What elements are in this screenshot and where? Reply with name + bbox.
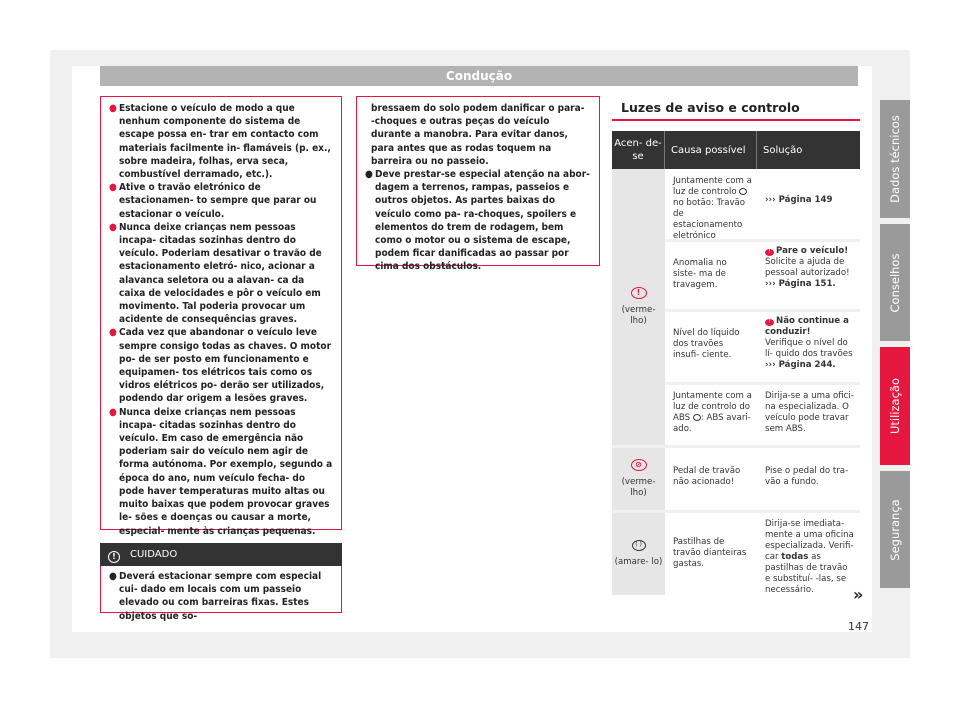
caution-title: CUIDADO (130, 549, 178, 560)
warning-list (109, 102, 333, 538)
section-title: Luzes de aviso e controlo (621, 100, 800, 115)
table-row: Juntamente com a luz de controlo do ABS : ABS avari- ado. Dirija-se a uma ofici- na especializada. O veículo pode travar sem ABS. (665, 385, 860, 445)
warning-item: ● Nunca deixe crianças nem pessoas incapa- citadas sozinhas dentro do veículo. Em caso de emergência não poderiam sair do veículo nem agir de forma autónoma. Por exemplo, segundo a época do ano, num veículo fecha- do pode haver temperaturas muito altas ou muito baixas que podem provocar graves le- sões e doenças ou causar a morte, especial- mente às crianças pequenas. (109, 406, 333, 537)
table-row: Anomalia no siste- ma de travagem. ! Pare o veículo! Solicite a ajuda de pessoal autorizado! ››› Página 151. (665, 242, 860, 312)
bullet-icon: ● (109, 221, 117, 233)
page-number: 147 (848, 620, 869, 633)
caution-header (100, 543, 342, 566)
warning-box-1 (100, 96, 342, 537)
section-rule (612, 119, 860, 121)
warning-continued-text: bressaem do solo podem danificar o para- -choques e outras peças do veículo durante a manobra. Para evitar danos, para antes que as rodas toquem na barreira ou no passeio. (371, 103, 585, 167)
bullet-icon: ● (109, 103, 117, 114)
brake-pad-icon: ( ) (632, 540, 646, 551)
tab-conselhos[interactable]: Conselhos (880, 224, 910, 341)
caution-icon: ! (108, 551, 120, 563)
bullet-icon: ● (109, 327, 117, 339)
bullet-icon: ● (109, 406, 117, 418)
warning-item: ● Ative o travão eletrónico de estacionamen- to sempre que parar ou estacionar o veículo. (109, 182, 317, 220)
lamp-cell: ( ) (amare- lo) (612, 513, 665, 595)
parking-brake-icon (739, 188, 747, 195)
warning-lights-table (612, 131, 860, 595)
warning-icon: ! (765, 249, 774, 256)
abs-icon (693, 414, 701, 421)
header-cell: Acen- de-se (612, 131, 665, 169)
bullet-icon: ● (365, 169, 373, 181)
table-row: Nível do líquido dos travões insufi- ciente. ! Não continue a conduzir! Verifique o nível do lí- quido dos travões ››› Página 244. (665, 312, 860, 385)
brake-warning-icon: ! (631, 287, 647, 299)
brake-pedal-icon: ⊘ (631, 459, 647, 471)
tab-utilizacao[interactable]: Utilização (880, 347, 910, 465)
warning-icon: ! (765, 319, 774, 326)
bullet-icon: ● (109, 571, 117, 582)
caution-box (100, 566, 342, 622)
chapter-header: Condução (100, 66, 858, 86)
warning-item: ● Deve prestar-se especial atenção na abor- dagem a terrenos, rampas, passeios e outros objetos. As partes baixas do veículo como pa- ra-choques, spoilers e elementos do trem de rodagem, bem como o motor ou o sistema de escape, podem ficar danificadas ao passar por cima dos obstáculos. (365, 169, 590, 273)
caution-item: ● Deverá estacionar sempre com especial cui- dado em locais com um passeio elevado ou com barreiras fixas. Estes objetos que so- (109, 571, 322, 622)
tab-seguranca[interactable]: Segurança (880, 471, 910, 588)
warning-item: ● Estacione o veículo de modo a que nenhum componente do sistema de escape possa en- trar em contacto com materiais facilmente in- flamáveis (p. ex., sobre madeira, folhas, erva seca, combustível derramado, etc.). (109, 103, 331, 181)
table-header (612, 131, 860, 169)
warning-box-2 (356, 96, 600, 273)
header-cell: Causa possível (665, 131, 757, 169)
header-cell: Solução (763, 144, 803, 156)
continue-marker: » (853, 585, 864, 604)
table-row: ( ) (amare- lo) Pastilhas de travão dianteiras gastas. Dirija-se imediata- mente a uma oficina especializada. Verifi- car todas as pastilhas de travão e substituí- -las, se necessário. (612, 513, 860, 595)
table-row: ⊘ (verme- lho) Pedal de travão não acionado! Pise o pedal do tra- vão a fundo. (612, 448, 860, 513)
table-row: Juntamente com a luz de controlo no botão: Travão de estacionamento eletrónico ››› Página 149 (665, 169, 860, 242)
lamp-cell: ! (verme- lho) (612, 169, 665, 445)
tab-dados-tecnicos[interactable]: Dados técnicos (880, 100, 910, 218)
warning-item: ● Cada vez que abandonar o veículo leve sempre consigo todas as chaves. O motor po- de ser posto em funcionamento e equipamen- tos elétricos tais como os vidros elétricos po- derão ser utilizados, podendo dar origem a lesões graves. (109, 327, 332, 405)
warning-item: ● Nunca deixe crianças nem pessoas incapa- citadas sozinhas dentro do veículo. Poderiam desativar o travão de estacionamento eletró- nico, acionar a alavanca seletora ou a alavan- ca da caixa de velocidades e pôr o veículo em movimento. Tal poderia provocar um acidente de consequências graves. (109, 221, 322, 326)
bullet-icon: ● (109, 182, 117, 194)
lamp-cell: ⊘ (verme- lho) (612, 448, 665, 510)
table-row-group (612, 169, 860, 448)
